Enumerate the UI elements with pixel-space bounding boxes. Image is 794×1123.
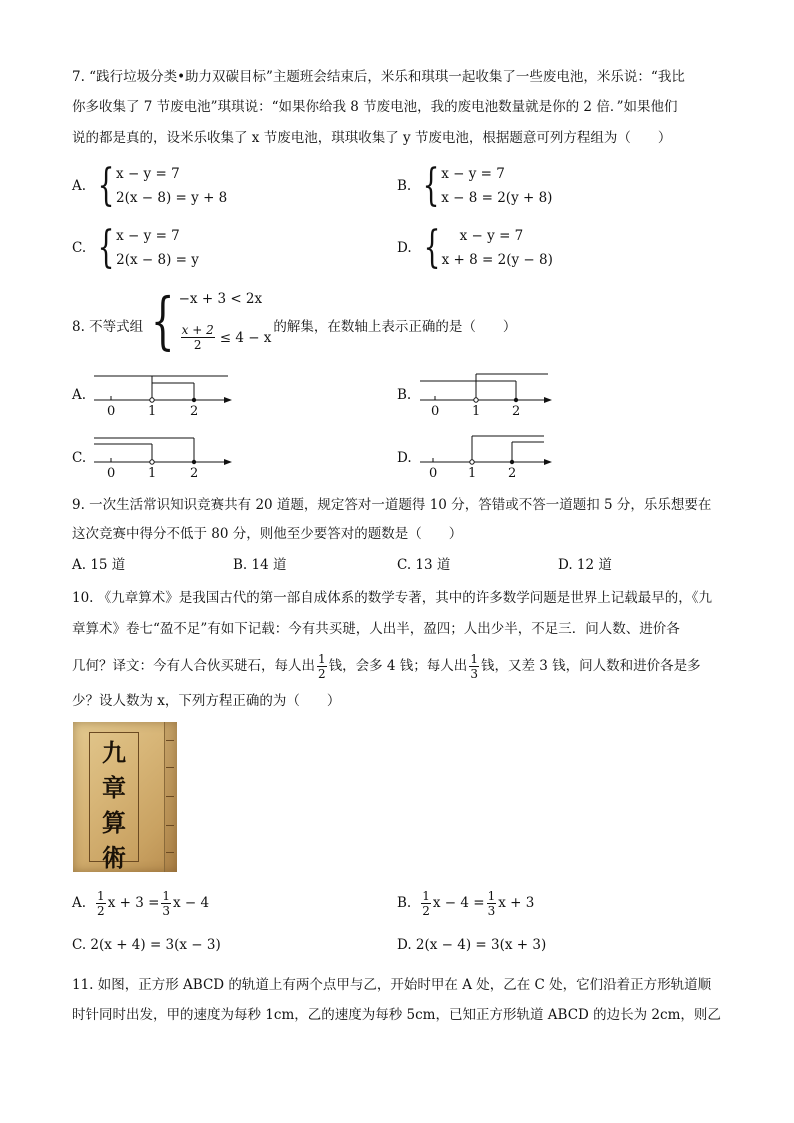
option-label: C. bbox=[72, 240, 87, 256]
q10-option-a[interactable] bbox=[72, 888, 209, 918]
q10-line-4: 少？设人数为 x，下列方程正确的为（ ） bbox=[72, 693, 341, 709]
equation: x − y = 7 bbox=[116, 166, 180, 182]
q7-line-1: 7. “践行垃圾分类•助力双碳目标”主题班会结束后，米乐和琪琪一起收集了一些废电池，米乐说：“我比 bbox=[72, 69, 685, 85]
fraction-numerator: x + 2 bbox=[181, 323, 214, 337]
brace-icon: { bbox=[97, 160, 115, 211]
q9-line-1: 9. 一次生活常识知识竞赛共有 20 道题，规定答对一道题得 10 分，答错或不答一道题扣 5 分，乐乐想要在 bbox=[72, 497, 712, 513]
fraction-numerator: 1 bbox=[487, 888, 496, 903]
option-label: D. bbox=[397, 240, 412, 256]
fraction-numerator: 1 bbox=[318, 651, 326, 666]
equation: 2(x − 8) = y bbox=[116, 252, 199, 268]
q8-option-a-label[interactable]: A. bbox=[72, 387, 87, 403]
equation: x + 8 = 2(y − 8) bbox=[441, 252, 553, 268]
tick-label: 1 bbox=[472, 404, 481, 418]
fraction-denominator: 2 bbox=[193, 338, 202, 352]
tick-label: 1 bbox=[468, 466, 477, 480]
fraction-numerator: 1 bbox=[422, 888, 430, 903]
equation-part: x + 3 bbox=[498, 895, 535, 911]
fraction-denominator: 3 bbox=[487, 903, 496, 918]
book-title-char: 章 bbox=[102, 774, 126, 802]
equation: x − y = 7 bbox=[459, 228, 524, 244]
jiuzhang-suanshu-book-image bbox=[73, 722, 177, 872]
equation-part: x + 3 = bbox=[107, 895, 160, 911]
brace-icon: { bbox=[151, 284, 175, 357]
brace-icon: { bbox=[423, 222, 441, 273]
book-spine bbox=[164, 722, 177, 872]
q8-option-b-label[interactable]: B. bbox=[397, 387, 412, 403]
tick-label: 2 bbox=[508, 466, 517, 480]
q10-option-c[interactable]: C. 2(x + 4) = 3(x − 3) bbox=[72, 937, 221, 953]
text: 几何？译文：今有人合伙买琎石，每人出 bbox=[72, 658, 315, 674]
q9-line-2: 这次竞赛中得分不低于 80 分，则他至少要答对的题数是（ ） bbox=[72, 526, 463, 542]
text: 钱，又差 3 钱，问人数和进价各是多 bbox=[480, 658, 701, 674]
book-title-char: 算 bbox=[102, 809, 126, 837]
tick-label: 2 bbox=[512, 404, 521, 418]
equation-part: x − 4 bbox=[173, 895, 210, 911]
q8-prefix: 8. 不等式组 bbox=[72, 319, 144, 335]
fraction-denominator: 3 bbox=[162, 903, 171, 918]
q9-option-d[interactable]: D. 12 道 bbox=[558, 557, 612, 573]
fraction-numerator: 1 bbox=[162, 888, 171, 903]
fraction-numerator: 1 bbox=[470, 651, 478, 666]
q7-option-d[interactable] bbox=[397, 222, 553, 273]
q8-option-d-label[interactable]: D. bbox=[397, 450, 412, 466]
q8-option-a-number-line[interactable] bbox=[88, 368, 238, 418]
q7-line-2: 你多收集了 7 节废电池”琪琪说：“如果你给我 8 节废电池，我的废电池数量就是你的 2 倍．”如果他们 bbox=[72, 99, 678, 115]
q8-suffix: 的解集，在数轴上表示正确的是（ ） bbox=[273, 319, 517, 335]
option-label: A. bbox=[72, 895, 87, 911]
q10-line-2: 章算术》卷七“盈不足”有如下记载：今有共买琎，人出半，盈四；人出少半，不足三．问人数、进价各 bbox=[72, 621, 680, 637]
q8-option-d-number-line[interactable] bbox=[414, 430, 564, 480]
q9-option-c[interactable]: C. 13 道 bbox=[397, 557, 451, 573]
tick-label: 1 bbox=[148, 404, 157, 418]
tick-label: 0 bbox=[429, 466, 438, 480]
equation: 2(x − 8) = y + 8 bbox=[116, 190, 228, 206]
inequality-tail: ≤ 4 − x bbox=[219, 329, 272, 346]
equation: x − y = 7 bbox=[116, 228, 180, 244]
tick-label: 2 bbox=[190, 404, 199, 418]
brace-icon: { bbox=[97, 222, 115, 273]
equation: x − y = 7 bbox=[441, 166, 505, 182]
q8-option-c-label[interactable]: C. bbox=[72, 450, 87, 466]
tick-label: 0 bbox=[107, 466, 116, 480]
q10-line-3 bbox=[72, 653, 701, 679]
tick-label: 0 bbox=[107, 404, 116, 418]
q9-option-a[interactable]: A. 15 道 bbox=[72, 557, 126, 573]
fraction-numerator: 1 bbox=[97, 888, 105, 903]
book-title-char: 九 bbox=[102, 739, 126, 767]
fraction-denominator: 2 bbox=[97, 903, 105, 918]
tick-label: 1 bbox=[148, 466, 157, 480]
tick-label: 2 bbox=[190, 466, 199, 480]
q10-line-1: 10. 《九章算术》是我国古代的第一部自成体系的数学专著，其中的许多数学问题是世界上记载最早的，《九 bbox=[72, 590, 713, 606]
fraction-denominator: 2 bbox=[318, 666, 326, 681]
fraction-denominator: 2 bbox=[422, 903, 430, 918]
equation-part: x − 4 = bbox=[432, 895, 485, 911]
q7-option-b[interactable] bbox=[397, 160, 553, 211]
q8-option-b-number-line[interactable] bbox=[414, 368, 564, 418]
inequality-2 bbox=[179, 323, 272, 352]
q10-option-d[interactable]: D. 2(x − 4) = 3(x + 3) bbox=[397, 937, 547, 953]
inequality-1: −x + 3 < 2x bbox=[178, 291, 263, 307]
equation: x − 8 = 2(y + 8) bbox=[441, 190, 553, 206]
book-title bbox=[89, 732, 139, 872]
q7-option-a[interactable] bbox=[72, 160, 228, 211]
q11-line-1: 11. 如图，正方形 ABCD 的轨道上有两个点甲与乙，开始时甲在 A 处，乙在 C 处，它们沿着正方形轨道顺 bbox=[72, 977, 712, 993]
option-label: B. bbox=[397, 895, 412, 911]
q9-option-b[interactable]: B. 14 道 bbox=[233, 557, 287, 573]
q7-option-c[interactable] bbox=[72, 222, 199, 273]
q11-line-2: 时针同时出发，甲的速度为每秒 1cm，乙的速度为每秒 5cm，已知正方形轨道 ABCD 的边长为 2cm，则乙 bbox=[72, 1007, 721, 1023]
tick-label: 0 bbox=[431, 404, 440, 418]
q7-line-3: 说的都是真的，设米乐收集了 x 节废电池，琪琪收集了 y 节废电池，根据题意可列方程组为（ ） bbox=[72, 130, 672, 146]
fraction-denominator: 3 bbox=[470, 666, 478, 681]
q8-stem bbox=[72, 284, 517, 357]
option-label: A. bbox=[72, 178, 87, 194]
text: 钱，会多 4 钱；每人出 bbox=[328, 658, 468, 674]
q8-option-c-number-line[interactable] bbox=[88, 430, 238, 480]
q10-option-b[interactable] bbox=[397, 888, 534, 918]
book-title-char: 術 bbox=[102, 844, 126, 872]
option-label: B. bbox=[397, 178, 412, 194]
brace-icon: { bbox=[422, 160, 440, 211]
